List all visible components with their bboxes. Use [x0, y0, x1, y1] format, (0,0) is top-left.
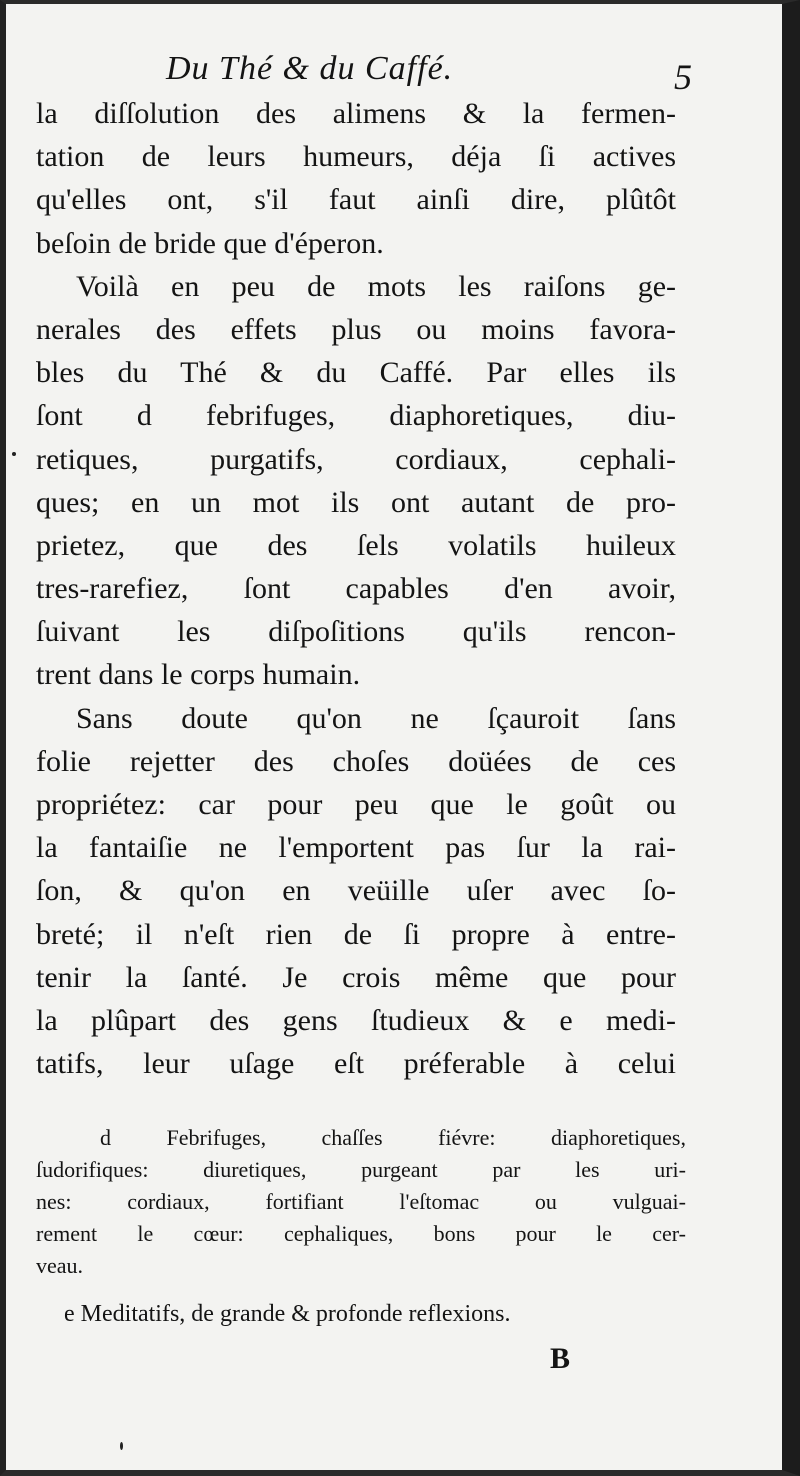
body-line: Voilà en peu de mots les raiſons ge- [76, 269, 676, 303]
body-line: Sans doute qu'on ne ſçauroit ſans [76, 701, 676, 735]
body-line: folie rejetter des choſes doüées de ces [36, 744, 676, 778]
footnote-line: ſudorifiques: diuretiques, purgeant par les uri- [36, 1157, 686, 1182]
body-line: tation de leurs humeurs, déja ſi actives [36, 140, 676, 174]
body-line: la plûpart des gens ſtudieux & e medi- [36, 1003, 676, 1037]
body-line: tatifs, leur uſage eſt préferable à celui [36, 1047, 676, 1081]
body-line: trent dans le corps humain. [36, 658, 361, 692]
body-line: ſont d febrifuges, diaphoretiques, diu- [36, 399, 676, 433]
body-line: bles du Thé & du Caffé. Par elles ils [36, 356, 676, 390]
body-line: qu'elles ont, s'il faut ainſi dire, plûtôt [36, 183, 676, 217]
running-title: Du Thé & du Caffé. [166, 50, 454, 87]
ink-speck [120, 1442, 123, 1450]
ink-speck [12, 452, 16, 456]
body-line: la diſſolution des alimens & la fermen- [36, 97, 676, 130]
body-line: la fantaiſie ne l'emportent pas ſur la rai- [36, 831, 676, 865]
body-line: breté; il n'eſt rien de ſi propre à entre- [36, 917, 676, 951]
body-line: tenir la ſanté. Je crois même que pour [36, 960, 676, 994]
body-text [36, 92, 676, 1085]
body-line: ſon, & qu'on en veüille uſer avec ſo- [36, 874, 676, 908]
footnote-line: d Febrifuges, chaſſes fiévre: diaphoretiques, [100, 1125, 686, 1150]
footnote-d [36, 1122, 686, 1282]
body-line: retiques, purgatifs, cordiaux, cephali- [36, 442, 676, 476]
page-number: 5 [674, 57, 692, 97]
body-line: ques; en un mot ils ont autant de pro- [36, 485, 676, 519]
footnote-line: nes: cordiaux, fortifiant l'eſtomac ou vulguai- [36, 1189, 686, 1214]
body-line: beſoin de bride que d'éperon. [36, 226, 384, 260]
body-line: prietez, que des ſels volatils huileux [36, 528, 676, 562]
footnote-line: veau. [36, 1253, 84, 1278]
signature-mark: B [550, 1342, 571, 1375]
body-line: ſuivant les diſpoſitions qu'ils rencon- [36, 615, 676, 649]
footnote-line: rement le cœur: cephaliques, bons pour le cer- [36, 1221, 686, 1246]
body-line: tres-rarefiez, ſont capables d'en avoir, [36, 572, 676, 606]
body-line: nerales des effets plus ou moins favora- [36, 312, 676, 346]
footnote-e: e Meditatifs, de grande & profonde reflexions. [64, 1301, 511, 1327]
book-page [36, 40, 696, 1440]
body-line: propriétez: car pour peu que le goût ou [36, 788, 676, 821]
